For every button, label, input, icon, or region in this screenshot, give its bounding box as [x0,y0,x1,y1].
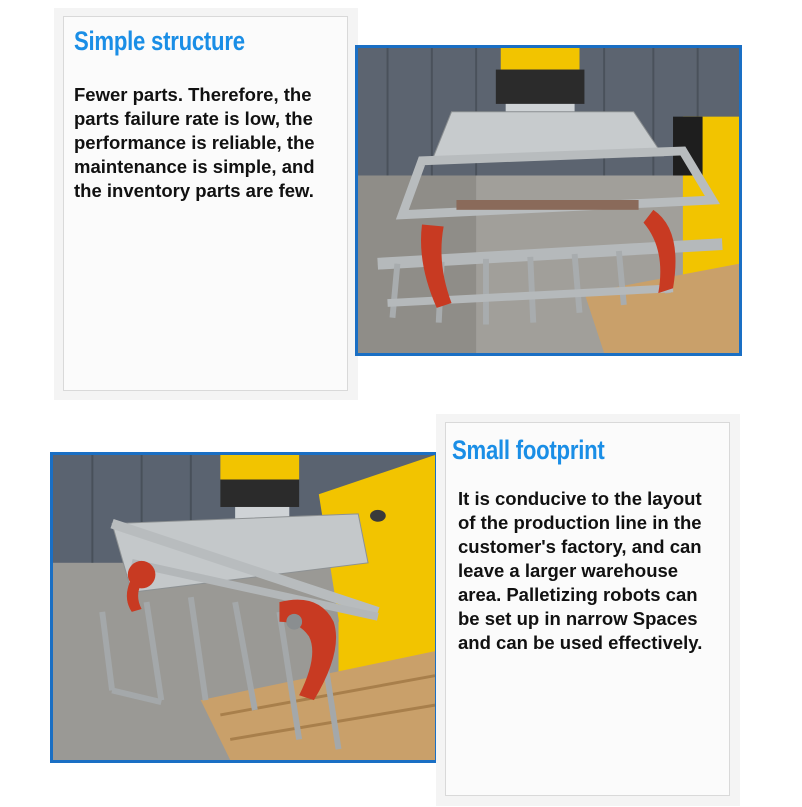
photo-gripper-bottom [50,452,438,763]
gripper-illustration [358,48,739,353]
text-simple-structure: Fewer parts. Therefore, the parts failure rate is low, the performance is reliable, the maintenance is simple, and the inventory parts are few. [74,84,315,201]
card-simple-structure [63,16,348,391]
heading-small-footprint: Small footprint [452,435,605,465]
text-small-footprint: It is conducive to the layout of the production line in the customer's factory, and can leave a larger warehouse area. Palletizing robots can be set up in narrow Spaces and can be used effectively. [458,488,703,653]
gripper-illustration-2 [53,455,435,760]
photo-gripper-top [355,45,742,356]
heading-simple-structure: Simple structure [74,26,245,56]
